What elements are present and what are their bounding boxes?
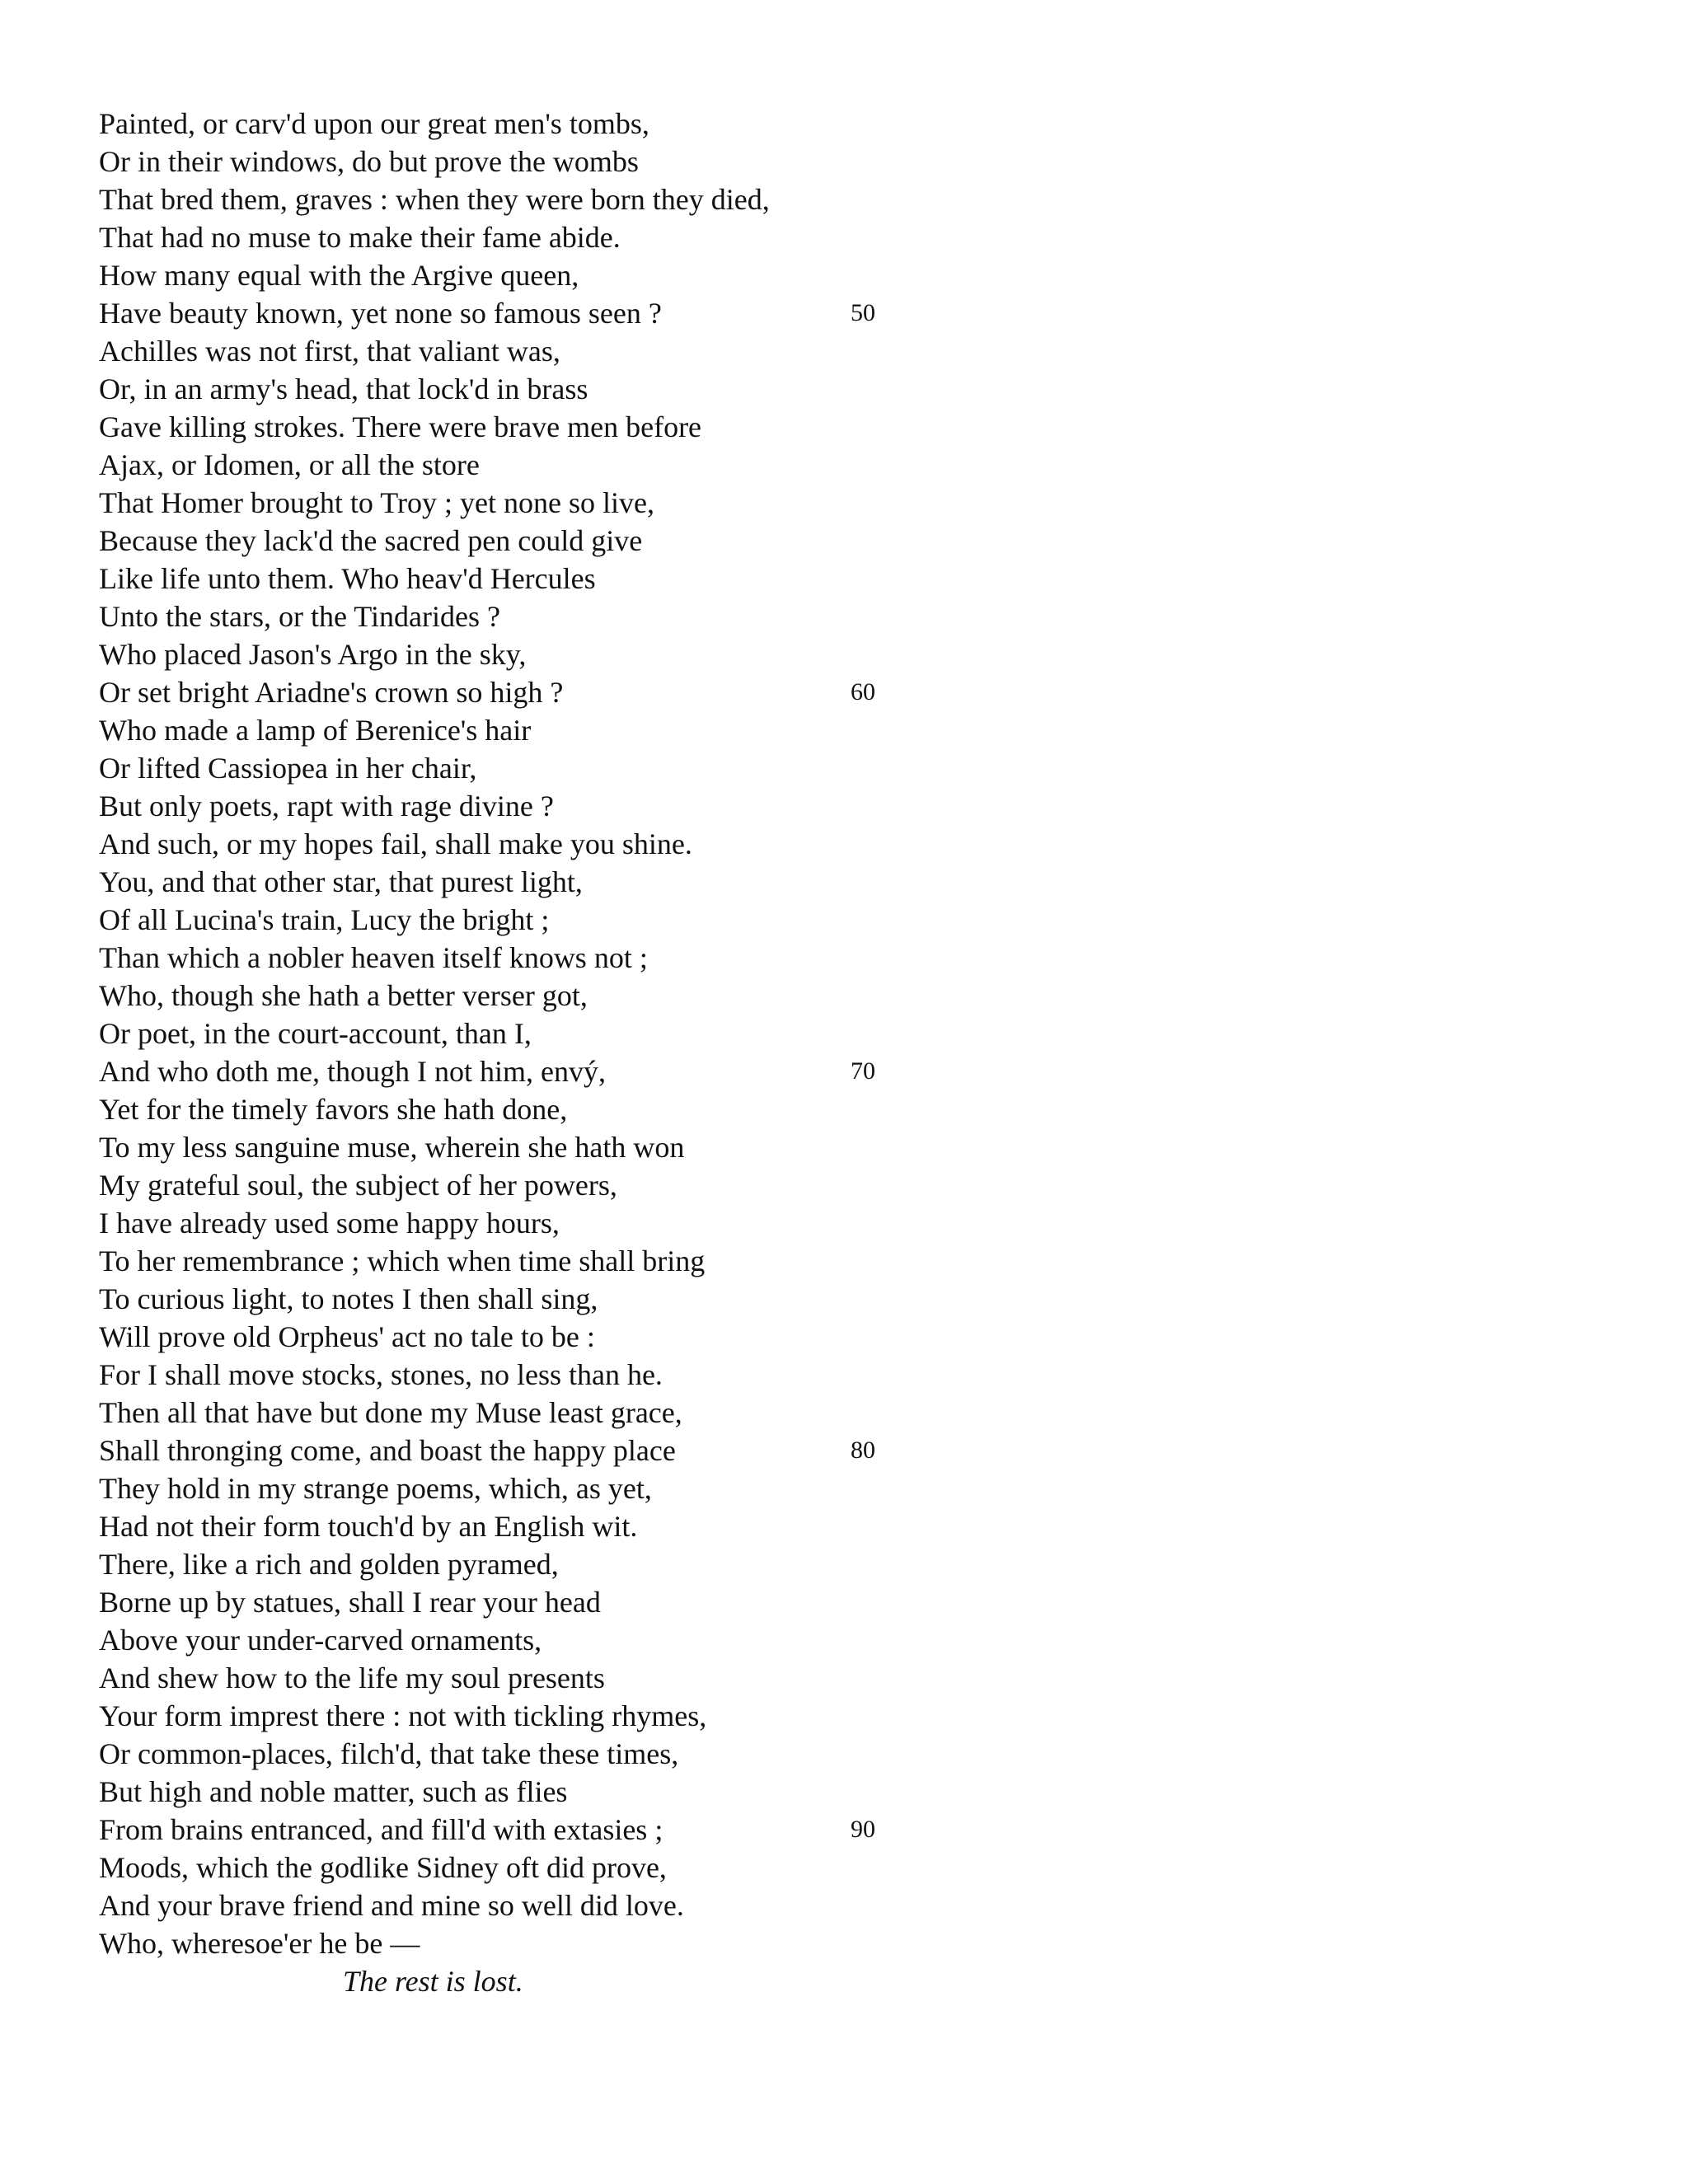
poem-line: And who doth me, though I not him, envý, 70 [99, 1052, 923, 1090]
poem-line: Who, wheresoe'er he be — [99, 1927, 420, 1960]
poem-line: That Homer brought to Troy ; yet none so live, [99, 486, 654, 519]
poem-line: Who, though she hath a better verser got, [99, 979, 588, 1012]
poem-line: But high and noble matter, such as flies [99, 1775, 568, 1808]
line-number: 90 [851, 1816, 875, 1843]
poem-line: Achilles was not first, that valiant was, [99, 335, 560, 368]
poem-line: There, like a rich and golden pyramed, [99, 1548, 559, 1581]
poem-line: Then all that have but done my Muse least grace, [99, 1396, 682, 1429]
poem-line: Your form imprest there : not with tickling rhymes, [99, 1699, 707, 1732]
poem-line: How many equal with the Argive queen, [99, 259, 579, 292]
poem-line: Painted, or carv'd upon our great men's tombs, [99, 107, 649, 140]
poem-line: Will prove old Orpheus' act no tale to be : [99, 1320, 595, 1353]
poem-line: My grateful soul, the subject of her powers, [99, 1169, 617, 1202]
line-number: 80 [851, 1436, 875, 1464]
poem-line: For I shall move stocks, stones, no less than he. [99, 1358, 663, 1391]
poem-line: To her remembrance ; which when time shall bring [99, 1244, 706, 1277]
poem-line: They hold in my strange poems, which, as yet, [99, 1472, 652, 1505]
poem-line: Borne up by statues, shall I rear your head [99, 1586, 601, 1619]
poem-line: Had not their form touch'd by an English wit. [99, 1510, 638, 1543]
poem-line: Moods, which the godlike Sidney oft did prove, [99, 1851, 667, 1884]
poem-line: Or in their windows, do but prove the wombs [99, 145, 639, 178]
poem-line: Unto the stars, or the Tindarides ? [99, 600, 500, 633]
poem-line: Have beauty known, yet none so famous seen ? 50 [99, 294, 923, 332]
line-number: 60 [851, 678, 875, 705]
poem-line: Gave killing strokes. There were brave men before [99, 410, 702, 443]
poem-body [99, 105, 923, 2000]
poem-line: To curious light, to notes I then shall sing, [99, 1282, 598, 1315]
poem-line: Or lifted Cassiopea in her chair, [99, 752, 477, 785]
line-number: 50 [851, 299, 875, 326]
poem-line: Who made a lamp of Berenice's hair [99, 714, 532, 747]
poem-line: Or set bright Ariadne's crown so high ? 60 [99, 673, 923, 711]
poem-line: Or common-places, filch'd, that take these times, [99, 1737, 679, 1770]
closing-note: The rest is lost. [343, 1965, 523, 1998]
poem-line: Ajax, or Idomen, or all the store [99, 448, 480, 481]
poem-line: Shall thronging come, and boast the happy place 80 [99, 1432, 923, 1469]
poem-line: Yet for the timely favors she hath done, [99, 1093, 568, 1126]
poem-line: Or, in an army's head, that lock'd in brass [99, 373, 588, 405]
poem-line: That had no muse to make their fame abide. [99, 221, 621, 254]
poem-line: You, and that other star, that purest light, [99, 865, 583, 898]
poem-line: I have already used some happy hours, [99, 1207, 560, 1240]
poem-line: But only poets, rapt with rage divine ? [99, 790, 554, 823]
poem-line: To my less sanguine muse, wherein she hath won [99, 1131, 685, 1164]
poem-line: That bred them, graves : when they were born they died, [99, 183, 770, 216]
poem-line: Or poet, in the court-account, than I, [99, 1017, 532, 1050]
poem-line: And such, or my hopes fail, shall make you shine. [99, 827, 692, 860]
poem-line: Than which a nobler heaven itself knows not ; [99, 941, 648, 974]
poem-line: From brains entranced, and fill'd with extasies ; 90 [99, 1811, 923, 1849]
poem-line: Above your under-carved ornaments, [99, 1624, 542, 1657]
poem-line: Because they lack'd the sacred pen could give [99, 524, 643, 557]
line-number: 70 [851, 1057, 875, 1085]
poem-line: And your brave friend and mine so well did love. [99, 1889, 684, 1922]
poem-line: Of all Lucina's train, Lucy the bright ; [99, 903, 550, 936]
poem-line: And shew how to the life my soul presents [99, 1661, 605, 1694]
poem-line: Who placed Jason's Argo in the sky, [99, 638, 527, 671]
poem-line: Like life unto them. Who heav'd Hercules [99, 562, 596, 595]
